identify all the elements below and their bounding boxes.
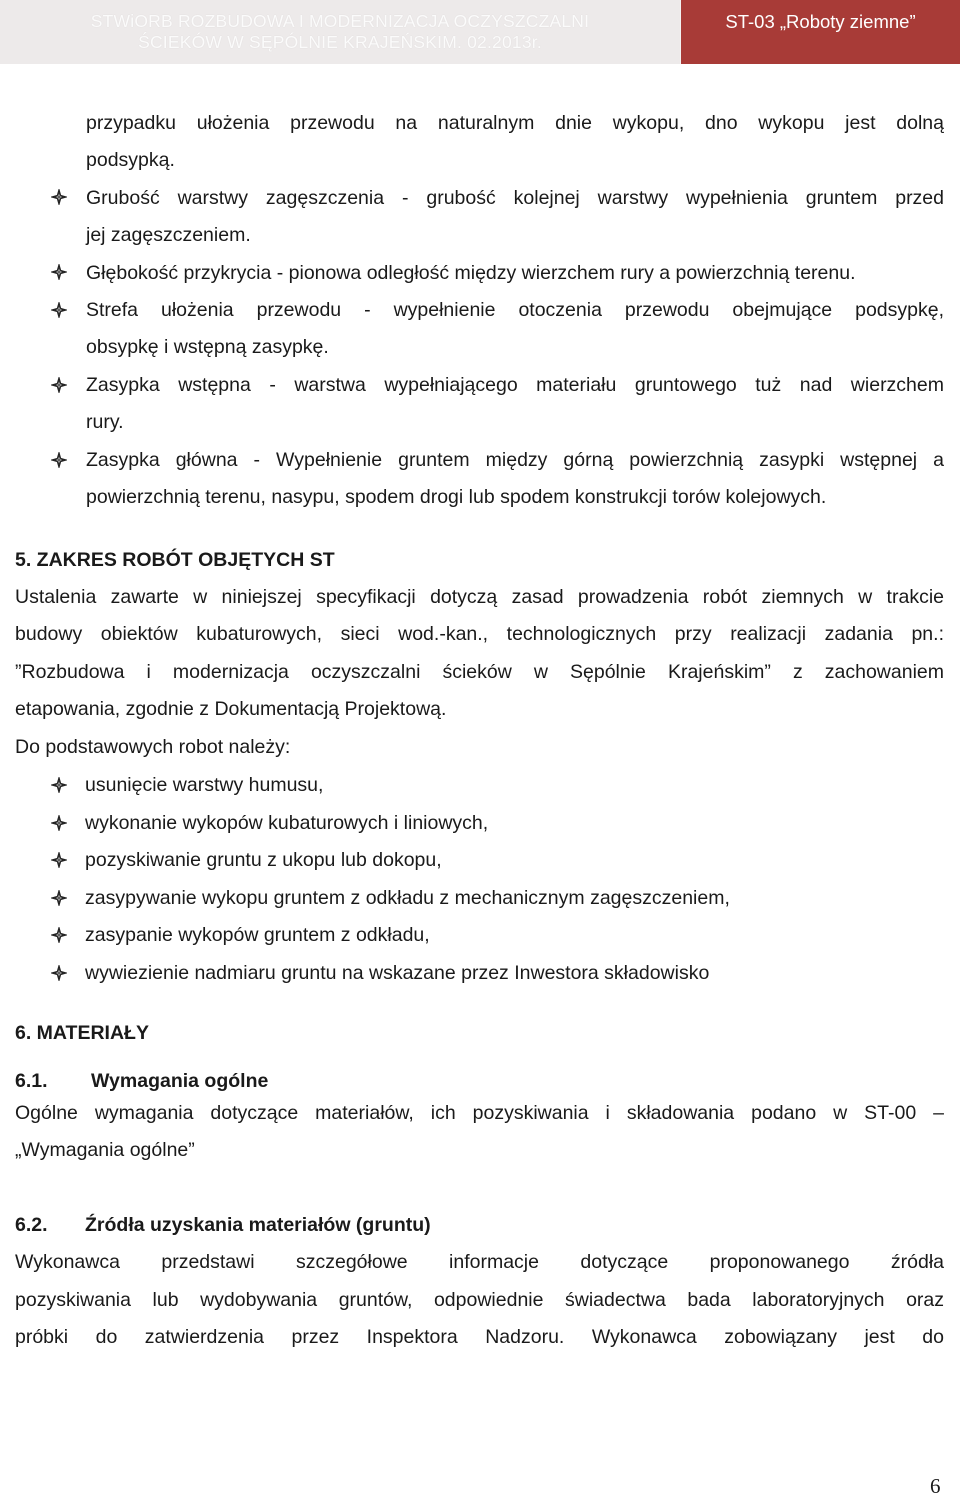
paragraph-line: Ogólne wymagania dotyczące materiałów, ich pozyskiwania i składowania podano w ST-00 – <box>15 1102 944 1124</box>
subsection-title: Źródła uzyskania materiałów (gruntu) <box>85 1214 431 1236</box>
diamond-bullet-icon <box>51 377 67 393</box>
definition-line: Grubość warstwy zagęszczenia - grubość kolejnej warstwy wypełnienia gruntem przed <box>86 187 944 209</box>
list-item: usunięcie warstwy humusu, <box>85 774 324 796</box>
diamond-bullet-icon <box>51 852 67 868</box>
document-title <box>0 0 680 64</box>
paragraph-line: próbki do zatwierdzenia przez Inspektora Nadzoru. Wykonawca zobowiązany jest do <box>15 1326 944 1348</box>
subsection-number: 6.2. <box>15 1214 48 1236</box>
paragraph-line: „Wymagania ogólne” <box>15 1139 195 1161</box>
definition-line: rury. <box>86 411 124 433</box>
diamond-bullet-icon <box>51 890 67 906</box>
paragraph-line: budowy obiektów kubaturowych, sieci wod.-kan., technologicznych przy realizacji zadania pn.: <box>15 623 944 645</box>
paragraph-line: przypadku ułożenia przewodu na naturalnym dnie wykopu, dno wykopu jest dolną <box>86 112 944 134</box>
list-item: wywiezienie nadmiaru gruntu na wskazane przez Inwestora składowisko <box>85 962 710 984</box>
definition-line: powierzchnią terenu, nasypu, spodem drogi lub spodem konstrukcji torów kolejowych. <box>86 486 827 508</box>
diamond-bullet-icon <box>51 927 67 943</box>
page-header <box>0 0 960 64</box>
diamond-bullet-icon <box>51 302 67 318</box>
diamond-bullet-icon <box>51 965 67 981</box>
diamond-bullet-icon <box>51 189 67 205</box>
definition-line: Strefa ułożenia przewodu - wypełnienie otoczenia przewodu obejmujące podsypkę, <box>86 299 944 321</box>
paragraph-line: ”Rozbudowa i modernizacja oczyszczalni ścieków w Sępólnie Krajeńskim” z zachowaniem <box>15 661 944 683</box>
diamond-bullet-icon <box>51 777 67 793</box>
document-title-line2: ŚCIEKÓW W SĘPÓLNIE KRAJEŃSKIM. 02.2013r. <box>138 32 542 52</box>
definition-line: Głębokość przykrycia - pionowa odległość między wierzchem rury a powierzchnią terenu. <box>86 262 856 284</box>
diamond-bullet-icon <box>51 452 67 468</box>
paragraph-line: podsypką. <box>86 149 175 171</box>
page-number: 6 <box>930 1474 941 1498</box>
paragraph-line: etapowania, zgodnie z Dokumentacją Projektową. <box>15 698 447 720</box>
paragraph-line: pozyskiwania lub wydobywania gruntów, odpowiednie świadectwa bada laboratoryjnych oraz <box>15 1289 944 1311</box>
definition-line: Zasypka wstępna - warstwa wypełniającego materiału gruntowego tuż nad wierzchem <box>86 374 944 396</box>
subsection-title: Wymagania ogólne <box>91 1070 269 1092</box>
list-item: wykonanie wykopów kubaturowych i liniowych, <box>85 812 489 834</box>
subsection-number: 6.1. <box>15 1070 48 1092</box>
definition-line: jej zagęszczeniem. <box>86 224 251 246</box>
section-heading: 5. ZAKRES ROBÓT OBJĘTYCH ST <box>15 549 335 571</box>
definition-line: Zasypka główna - Wypełnienie gruntem między górną powierzchnią zasypki wstępnej a <box>86 449 944 471</box>
list-intro: Do podstawowych robot należy: <box>15 736 291 758</box>
list-item: zasypanie wykopów gruntem z odkładu, <box>85 924 430 946</box>
paragraph-line: Wykonawca przedstawi szczegółowe informacje dotyczące proponowanego źródła <box>15 1251 944 1273</box>
list-item: zasypywanie wykopu gruntem z odkładu z mechanicznym zagęszczeniem, <box>85 887 730 909</box>
section-code-badge: ST-03 „Roboty ziemne” <box>681 0 960 64</box>
diamond-bullet-icon <box>51 264 67 280</box>
definition-line: obsypkę i wstępną zasypkę. <box>86 336 329 358</box>
list-item: pozyskiwanie gruntu z ukopu lub dokopu, <box>85 849 442 871</box>
section-heading: 6. MATERIAŁY <box>15 1022 149 1044</box>
document-title-line1: STWiORB ROZBUDOWA I MODERNIZACJA OCZYSZCZALNI <box>90 11 590 31</box>
paragraph-line: Ustalenia zawarte w niniejszej specyfikacji dotyczą zasad prowadzenia robót ziemnych w trakcie <box>15 586 944 608</box>
diamond-bullet-icon <box>51 815 67 831</box>
